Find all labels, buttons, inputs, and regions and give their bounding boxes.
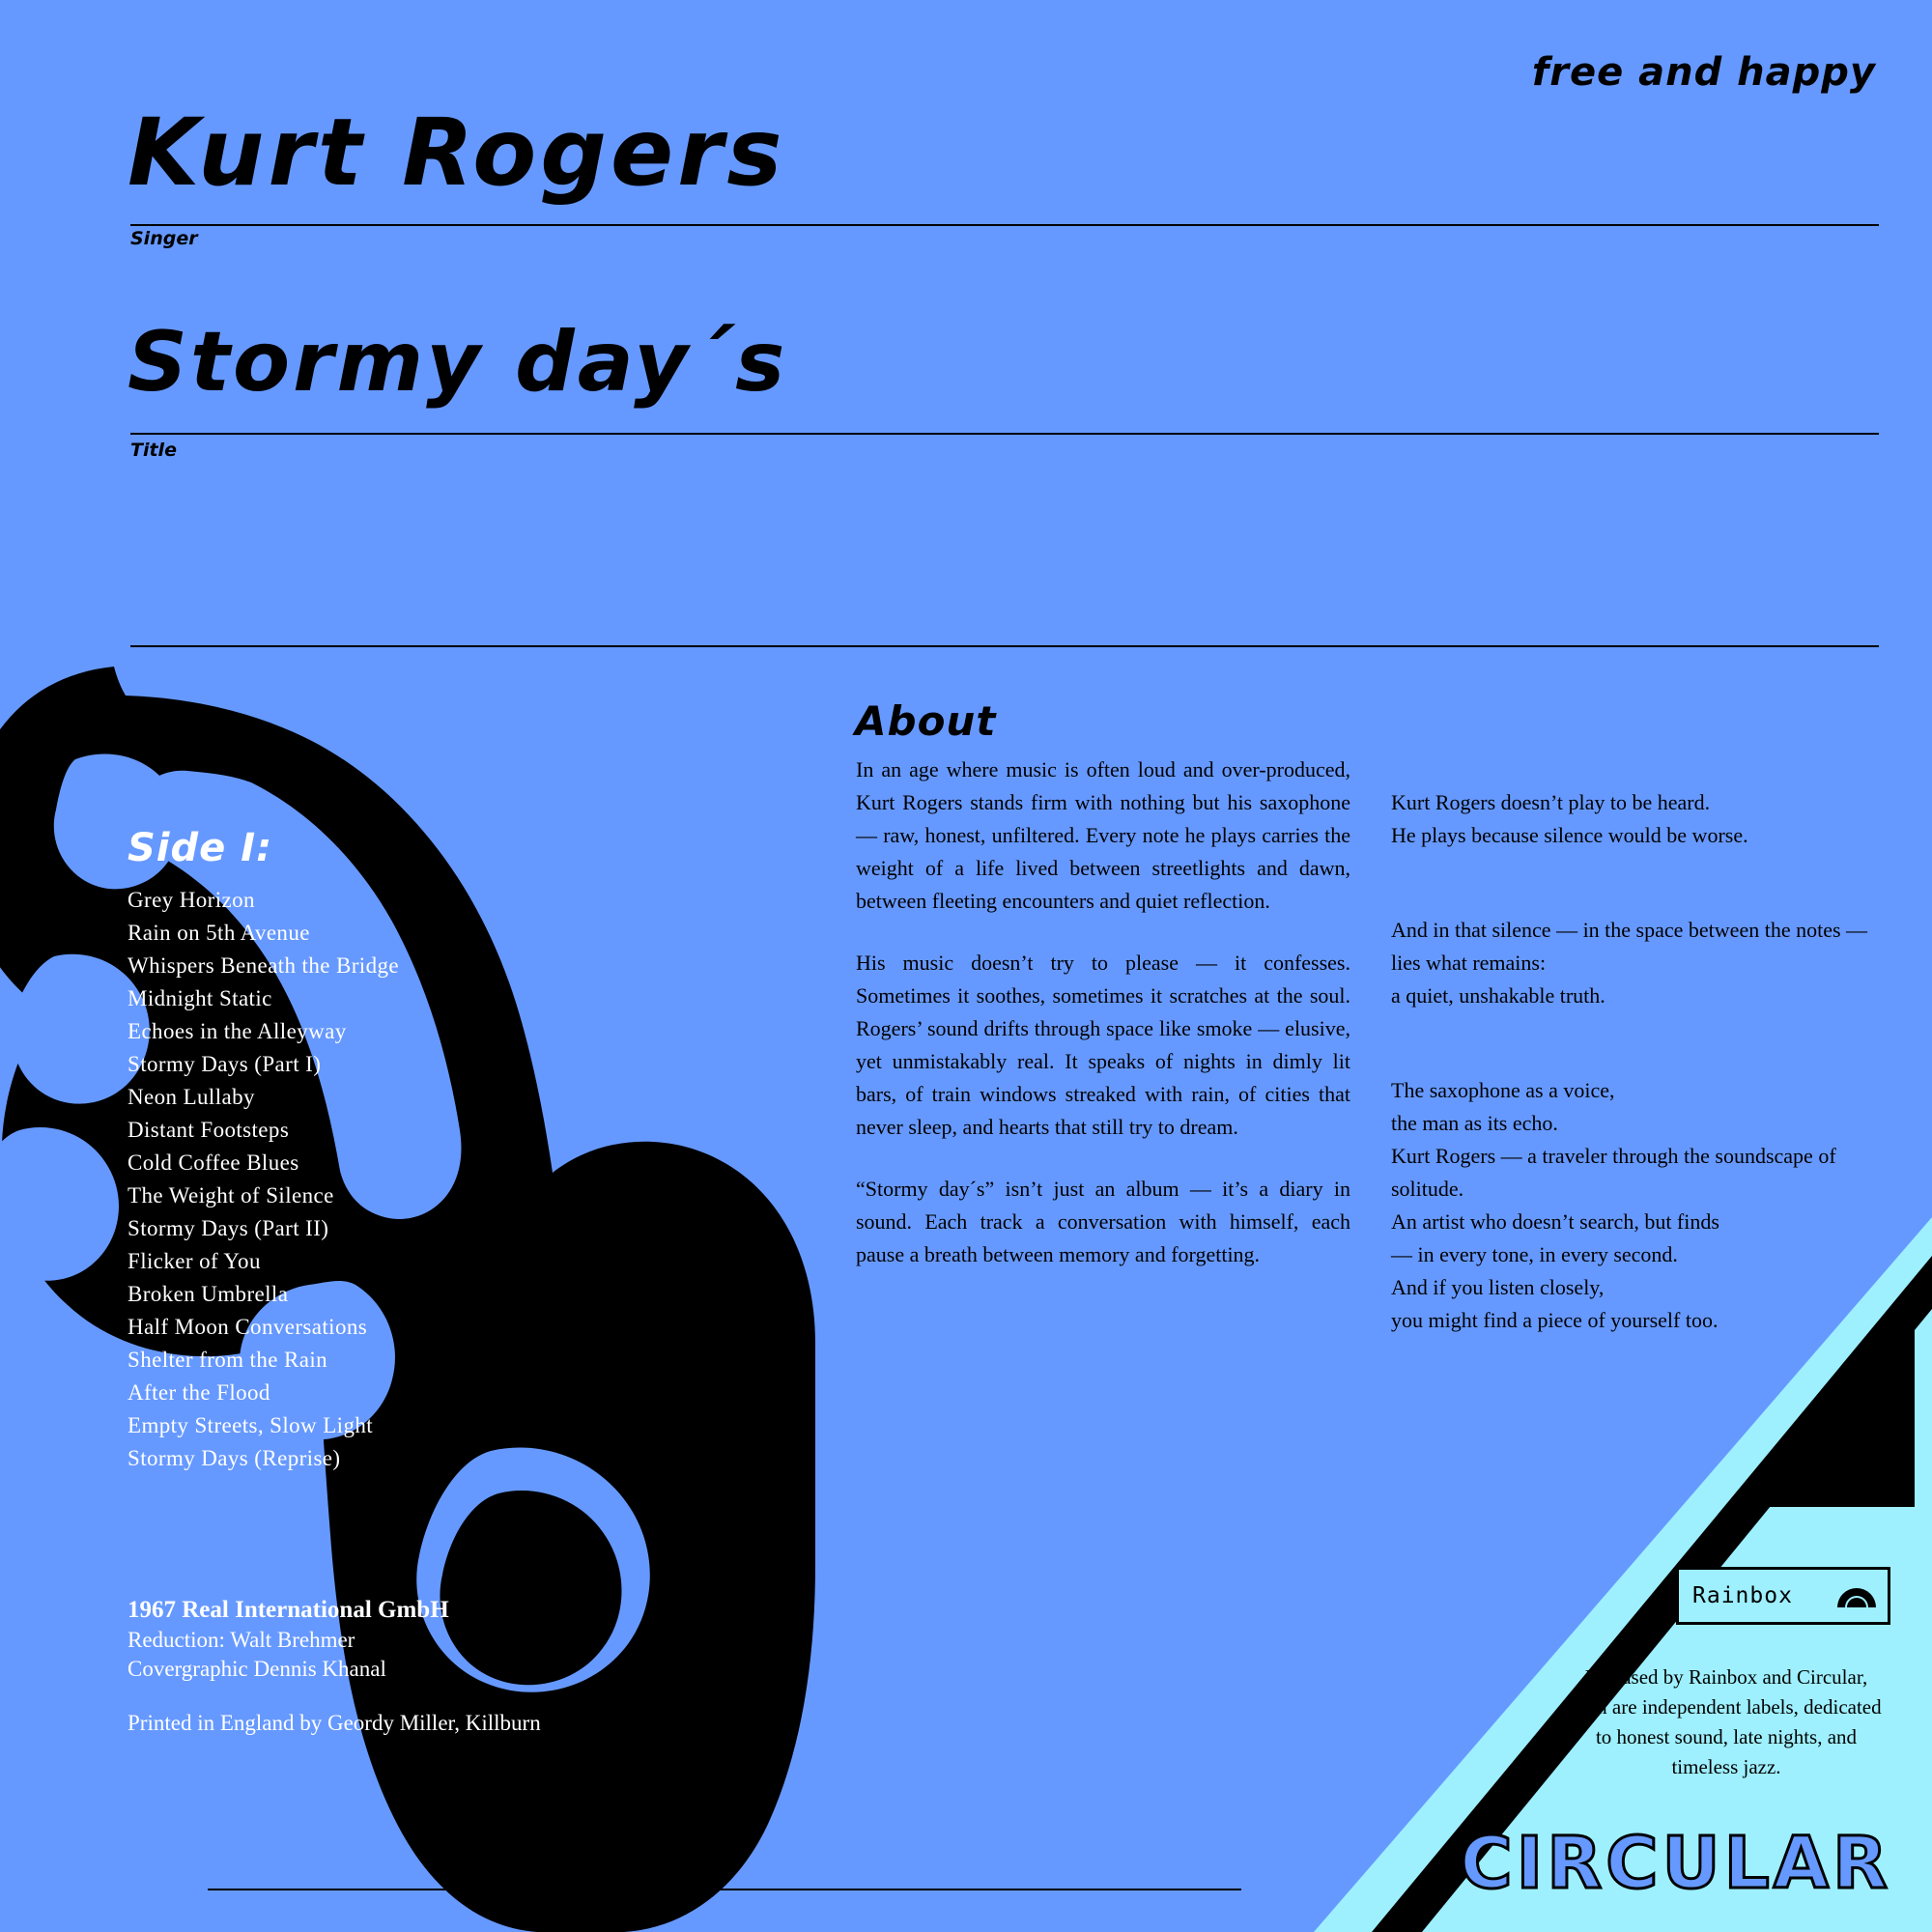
list-item: Cold Coffee Blues xyxy=(128,1151,299,1175)
covergraphic-line: Covergraphic Dennis Khanal xyxy=(128,1657,386,1681)
list-item: Stormy Days (Reprise) xyxy=(128,1446,341,1470)
artist-name: Kurt Rogers xyxy=(128,99,786,207)
about-paragraph: His music doesn’t try to please — it confesses. Sometimes it soothes, sometimes it scratches at the soul. Rogers’ sound drifts through space like smoke — elusive, yet unmistakably real. It speaks of nights in dimly lit bars, of train windows streaked with rain, of cities that never sleep, and hearts that still try to dream. xyxy=(856,951,1350,1139)
list-item: The Weight of Silence xyxy=(128,1183,334,1208)
list-item: After the Flood xyxy=(128,1380,270,1405)
about-paragraph: “Stormy day´s” isn’t just an album — it’s a diary in sound. Each track a conversation with himself, each pause a breath between memory and forgetting. xyxy=(856,1177,1350,1266)
about-paragraph: The saxophone as a voice, the man as its echo. Kurt Rogers — a traveler through the soundscape of solitude. An artist who doesn’t search, but finds — in every tone, in every second. And if you listen closely, you might find a piece of yourself too. xyxy=(1391,1078,1836,1332)
list-item: Distant Footsteps xyxy=(128,1118,290,1142)
list-item: Grey Horizon xyxy=(128,888,255,912)
about-heading: About xyxy=(855,697,997,745)
list-item: Shelter from the Rain xyxy=(128,1348,328,1372)
artist-role-label: Singer xyxy=(130,228,198,249)
divider-rule xyxy=(130,645,1879,647)
list-item: Rain on 5th Avenue xyxy=(128,921,310,945)
credits-block xyxy=(128,1594,541,1738)
about-paragraph: And in that silence — in the space between the notes — lies what remains: a quiet, unshakable truth. xyxy=(1391,918,1868,1008)
copyright-line: 1967 Real International GmbH xyxy=(128,1597,449,1623)
rainbox-label: Rainbox xyxy=(1692,1583,1793,1608)
title-label: Title xyxy=(130,440,177,461)
printed-line: Printed in England by Geordy Miller, Killburn xyxy=(128,1711,541,1735)
tagline: free and happy xyxy=(1531,50,1876,95)
reduction-line: Reduction: Walt Brehmer xyxy=(128,1628,355,1652)
bottom-rule xyxy=(208,1889,1241,1890)
list-item: Empty Streets, Slow Light xyxy=(128,1413,374,1437)
title-rule xyxy=(130,433,1879,435)
artist-rule xyxy=(130,224,1879,226)
rainbow-arc-icon xyxy=(1835,1579,1878,1613)
list-item: Echoes in the Alleyway xyxy=(128,1019,347,1043)
list-item: Whispers Beneath the Bridge xyxy=(128,953,399,978)
list-item: Stormy Days (Part I) xyxy=(128,1052,322,1076)
tracklist xyxy=(128,884,399,1475)
side-one-block xyxy=(128,826,399,1475)
circular-brand: CIRCULAR xyxy=(1460,1822,1891,1905)
list-item: Broken Umbrella xyxy=(128,1282,289,1306)
about-paragraph: In an age where music is often loud and over-produced, Kurt Rogers stands firm with nothing but his saxophone — raw, honest, unfiltered. Every note he plays carries the weight of a life lived between streetlights and dawn, between fleeting encounters and quiet reflection. xyxy=(856,757,1350,913)
rainbox-logo-badge xyxy=(1676,1567,1890,1625)
list-item: Stormy Days (Part II) xyxy=(128,1216,329,1240)
album-title: Stormy day´s xyxy=(128,314,788,411)
side-one-heading: Side I: xyxy=(128,826,273,870)
about-paragraph: Kurt Rogers doesn’t play to be heard. He plays because silence would be worse. xyxy=(1391,790,1748,847)
list-item: Flicker of You xyxy=(128,1249,261,1273)
release-note: Released by Rainbox and Circular, both are independent labels, dedicated to honest sound, late nights, and timeless jazz. xyxy=(1571,1665,1882,1778)
list-item: Half Moon Conversations xyxy=(128,1315,368,1339)
list-item: Midnight Static xyxy=(128,986,272,1010)
list-item: Neon Lullaby xyxy=(128,1085,255,1109)
